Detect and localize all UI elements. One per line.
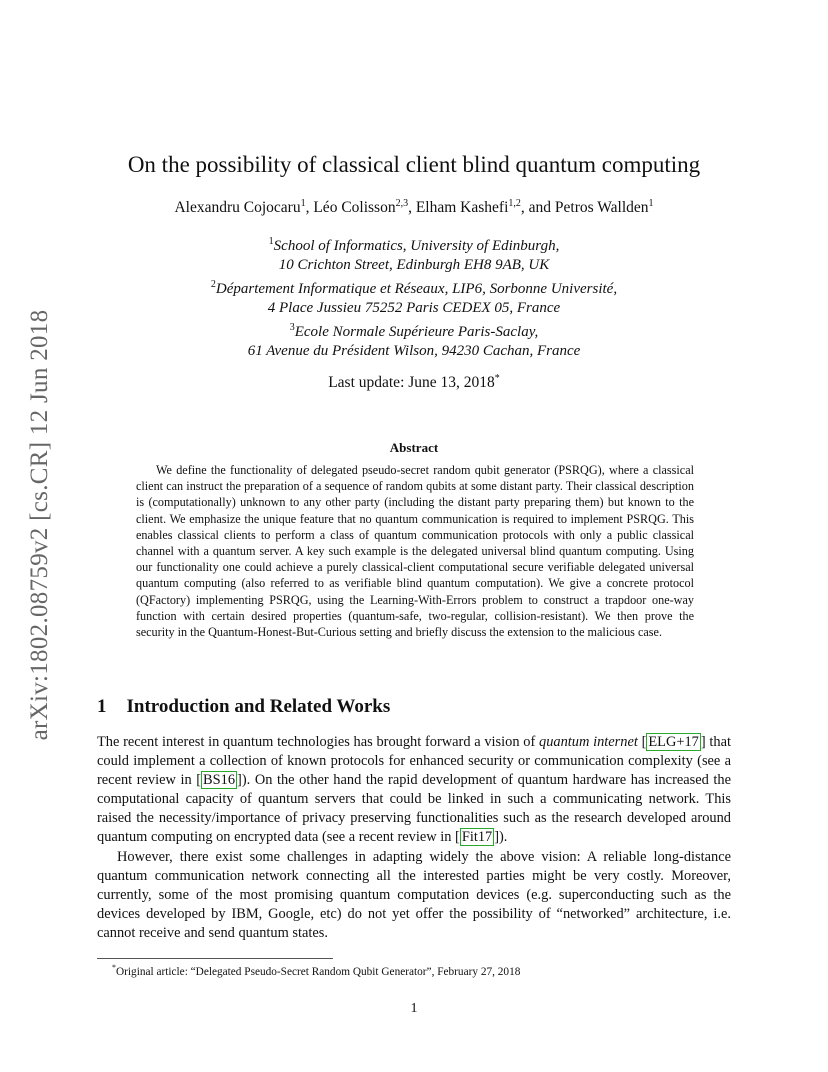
paragraph-text: ). [499,829,508,846]
paragraph-text [638,734,642,750]
footnote-rule [97,958,333,959]
affiliation-line [0,275,828,299]
footnote [112,963,520,978]
paragraph: However, there exist some challenges in adapting widely the above vision: A reliable long-distance quantum communication network connecting all the interested parties might be very costly. Moreover, currently, some of the most promising quantum computation devices (e.g. superconducting such as the devices developed by IBM, Google, etc) do not yet offer the possibility of “networked” architecture, i.e. cannot receive and send quantum states. [97,848,731,941]
footnote-text: Original article: “Delegated Pseudo-Secret Random Qubit Generator”, February 27, 2018 [116,965,521,978]
abstract-body: We define the functionality of delegated pseudo-secret random qubit generator (PSRQG), where a classical client can instruct the preparation of a sequence of random qubits at some distant party. Their classical description is (computationally) unknown to any other party (including the distant party preparing them) but known to the client. We emphasize the unique feature that no quantum communication is required to implement PSRQG. This enables classical clients to perform a class of quantum communication protocols with only a public classical channel with a quantum server. A key such example is the delegated universal blind quantum computing. Using our functionality one could achieve a purely classical-client computational secure verifiable delegated universal quantum computing (also referred to as verifiable blind quantum computation). We give a concrete protocol (QFactory) implementing PSRQG, using the Learning-With-Errors problem to construct a trapdoor one-way function with certain desired properties (quantum-safe, two-regular, collision-resistant). We then prove the security in the Quantum-Honest-But-Curious setting and briefly discuss the extension to the malicious case. [136,463,694,640]
paper-title: On the possibility of classical client blind quantum computing [127,152,701,177]
affiliation-block [0,232,828,361]
page-number: 1 [410,1001,418,1016]
section-number: 1 [97,696,107,717]
abstract-heading: Abstract [389,440,439,455]
affiliation-text: Département Informatique et Réseaux, LIP6, Sorbonne Université, [215,281,618,297]
citation-link[interactable]: BS16 [203,772,236,789]
author: Léo Colisson [313,199,396,217]
section-heading [97,696,390,718]
affiliation-line [0,342,828,361]
affiliation-mark: 3 [289,322,295,333]
affiliation-line [0,318,828,342]
last-update-line [0,373,828,392]
author-list [0,198,828,217]
author-affiliation-mark: 1 [648,198,654,209]
footnote-mark: * [112,963,116,972]
section-body [97,733,731,943]
affiliation-text: 10 Crichton Street, Edinburgh EH8 9AB, UK [278,257,550,273]
affiliation-mark: 1 [268,236,274,247]
citation-link[interactable]: ELG+17 [648,734,699,750]
emphasis-text: quantum internet [539,734,638,750]
paragraph-text: that could implement a collection of known protocols for enhanced security or communication complexity (see a recent review in [97,734,731,789]
affiliation-text: 61 Avenue du Président Wilson, 94230 Cachan, France [247,343,581,359]
paragraph: The recent interest in quantum technologies has brought forward a vision of quantum internet [ ELG+17 ] that could implement a collection of known protocols for enhanced security or communication complexity (see a recent review in [ BS16 ]). On the other hand the rapid development of quantum hardware has increased the computational capacity of quantum servers that could be linked in such a communicating network. This raised the necessity/importance of privacy preserving functionalities such as the research developed around quantum computing on encrypted data (see a recent review in [ Fit17 ]). [97,734,731,846]
affiliation-line [0,299,828,318]
affiliation-text: School of Informatics, University of Edinburgh, [273,238,560,254]
author-affiliation-mark: 2,3 [395,198,409,209]
author: Petros Wallden [554,199,649,217]
paragraph-text: The recent interest in quantum technologies has brought forward a vision of [97,734,539,750]
author-affiliation-mark: 1,2 [508,198,521,209]
affiliation-text: Ecole Normale Supérieure Paris-Saclay, [294,324,539,340]
affiliation-text: 4 Place Jussieu 75252 Paris CEDEX 05, France [267,300,561,316]
citation-link[interactable]: Fit17 [461,829,493,846]
affiliation-mark: 2 [210,279,216,290]
paragraph-text: ). On the other hand the rapid development of quantum hardware has increased the computational capacity of quantum servers that could be linked in such a communicating network. This raised the necessity/importance of privacy preserving functionalities such as the research developed around quantum computing on encrypted data (see a recent review in [97,772,731,846]
author-separator: , [408,199,416,217]
affiliation-line [0,256,828,275]
author: Alexandru Cojocaru [174,199,301,217]
author-separator: , and [520,199,555,217]
author-separator: , [305,199,314,217]
section-title: Introduction and Related Works [126,696,391,717]
author: Elham Kashefi [415,199,509,217]
arxiv-identifier: arXiv:1802.08759v2 [cs.CR] 12 Jun 2018 [26,309,53,741]
author-affiliation-mark: 1 [300,198,306,209]
footnote-marker: * [494,373,500,384]
affiliation-line [0,232,828,256]
last-update-text: Last update: June 13, 2018 [328,374,495,392]
